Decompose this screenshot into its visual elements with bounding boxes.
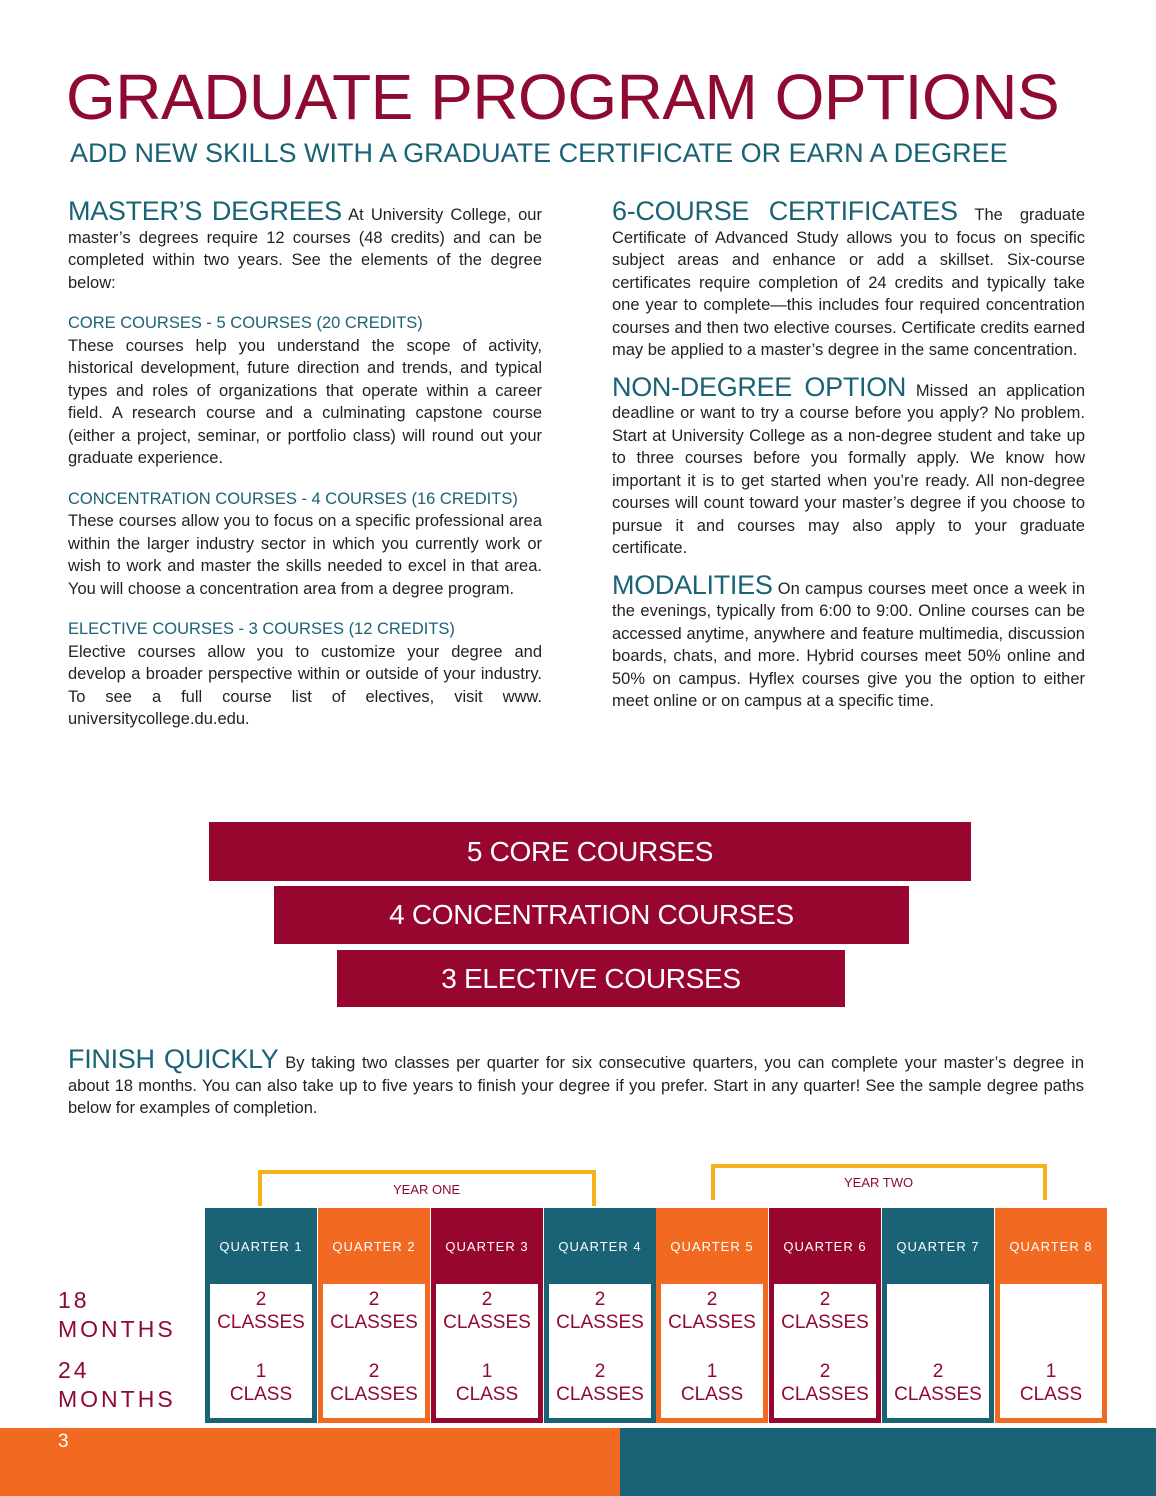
class-unit: CLASSES bbox=[443, 1312, 531, 1333]
quarter-body bbox=[656, 1284, 768, 1423]
masters-heading: MASTER’S DEGREES bbox=[68, 196, 342, 226]
left-column bbox=[68, 196, 542, 731]
quarter-column bbox=[882, 1208, 994, 1428]
class-unit: CLASSES bbox=[668, 1312, 756, 1333]
class-count: 2 bbox=[255, 1289, 267, 1310]
class-count: 2 bbox=[368, 1361, 380, 1382]
finish-section bbox=[68, 1044, 1084, 1120]
class-count: 1 bbox=[706, 1361, 718, 1382]
quarter-column bbox=[656, 1208, 768, 1428]
modalities-text: On campus courses meet once a week in the evenings, typically from 6:00 to 9:00. Online courses can be accessed anytime, anywhere and feature multimedia, discussion boards, chats, and more. Hybrid courses meet 50% online and 50% on campus. Hyflex courses give you the option to either meet online or on campus at a specific time. bbox=[612, 579, 1085, 710]
elective-courses-bar: 3 ELECTIVE COURSES bbox=[337, 950, 845, 1007]
quarter-body bbox=[995, 1284, 1107, 1423]
class-count: 2 bbox=[932, 1361, 944, 1382]
class-unit: CLASSES bbox=[217, 1312, 305, 1333]
class-count: 2 bbox=[481, 1289, 493, 1310]
class-unit: CLASS bbox=[1019, 1384, 1083, 1405]
core-courses-bar: 5 CORE COURSES bbox=[209, 822, 971, 881]
quarter-column bbox=[995, 1208, 1107, 1428]
modalities-section bbox=[612, 569, 1085, 713]
nondegree-section bbox=[612, 371, 1085, 560]
classes-cell-24-month bbox=[774, 1360, 876, 1406]
classes-cell-24-month bbox=[887, 1360, 989, 1406]
nondegree-heading: NON-DEGREE OPTION bbox=[612, 371, 907, 402]
class-count: 1 bbox=[1045, 1361, 1057, 1382]
year-two-label: YEAR TWO bbox=[844, 1175, 914, 1190]
quarter-header: QUARTER 7 bbox=[882, 1208, 994, 1284]
class-unit: CLASSES bbox=[781, 1312, 869, 1333]
classes-cell-24-month bbox=[1000, 1360, 1102, 1406]
elective-text: Elective courses allow you to customize your degree and develop a broader perspective within or outside of your industry. To see a full course list of electives, visit www. universitycollege.du.edu. bbox=[68, 642, 542, 728]
certificates-text: The graduate Certificate of Advanced Study allows you to focus on specific subject areas and enhance or add a skillset. Six-course certificates require completion of 24 credits and typically take one year to complete—this includes four required concentration courses and then two elective courses. Certificate credits earned may be applied to a master’s degree in the same concentration. bbox=[612, 206, 1085, 359]
quarter-body bbox=[544, 1284, 656, 1423]
quarter-column bbox=[205, 1208, 317, 1428]
class-count: 2 bbox=[594, 1289, 606, 1310]
class-unit: CLASSES bbox=[556, 1312, 644, 1333]
quarter-header: QUARTER 5 bbox=[656, 1208, 768, 1284]
quarter-header: QUARTER 1 bbox=[205, 1208, 317, 1284]
class-count: 2 bbox=[819, 1361, 831, 1382]
quarter-column bbox=[431, 1208, 543, 1428]
quarter-header: QUARTER 2 bbox=[318, 1208, 430, 1284]
class-count: 2 bbox=[368, 1289, 380, 1310]
quarter-column bbox=[318, 1208, 430, 1428]
class-unit: CLASSES bbox=[330, 1384, 418, 1405]
class-count: 2 bbox=[819, 1289, 831, 1310]
page-subtitle: ADD NEW SKILLS WITH A GRADUATE CERTIFICATE OR EARN A DEGREE bbox=[70, 138, 1008, 168]
class-count: 2 bbox=[594, 1361, 606, 1382]
core-heading: CORE COURSES - 5 COURSES (20 CREDITS) bbox=[68, 314, 423, 332]
masters-intro: At University College, our master’s degrees require 12 courses (48 credits) and can be completed within two years. See the elements of the degree below: bbox=[68, 206, 542, 292]
class-count: 1 bbox=[481, 1361, 493, 1382]
concentration-heading: CONCENTRATION COURSES - 4 COURSES (16 CREDITS) bbox=[68, 489, 518, 508]
masters-section bbox=[68, 196, 542, 294]
footer-orange-band bbox=[0, 1428, 620, 1496]
quarter-body bbox=[882, 1284, 994, 1423]
certificates-heading: 6-COURSE CERTIFICATES bbox=[612, 196, 958, 226]
classes-cell-18-month bbox=[774, 1288, 876, 1334]
quarter-header: QUARTER 6 bbox=[769, 1208, 881, 1284]
quarter-header: QUARTER 8 bbox=[995, 1208, 1107, 1284]
quarter-body bbox=[205, 1284, 317, 1423]
classes-cell-18-month bbox=[661, 1288, 763, 1334]
classes-cell-18-month bbox=[323, 1288, 425, 1334]
classes-cell-24-month bbox=[436, 1360, 538, 1406]
right-column bbox=[612, 196, 1085, 713]
classes-cell-18-month bbox=[210, 1288, 312, 1334]
row-label-24-unit: MONTHS bbox=[58, 1386, 176, 1412]
row-label-24-number: 24 bbox=[58, 1357, 90, 1383]
page-number: 3 bbox=[58, 1431, 69, 1452]
class-count: 1 bbox=[255, 1361, 267, 1382]
row-label-18-number: 18 bbox=[58, 1287, 90, 1313]
classes-cell-18-month bbox=[436, 1288, 538, 1334]
row-label-18-months bbox=[58, 1286, 176, 1344]
classes-cell-24-month bbox=[323, 1360, 425, 1406]
quarter-body bbox=[769, 1284, 881, 1423]
classes-cell-24-month bbox=[661, 1360, 763, 1406]
row-label-18-unit: MONTHS bbox=[58, 1316, 176, 1342]
quarter-header: QUARTER 4 bbox=[544, 1208, 656, 1284]
class-unit: CLASSES bbox=[781, 1384, 869, 1405]
concentration-text: These courses allow you to focus on a specific professional area within the larger industry sector in which you currently work or wish to work and master the skills needed to excel in that area. You will choose a concentration area from a degree program. bbox=[68, 512, 542, 598]
footer-teal-band bbox=[620, 1428, 1156, 1496]
concentration-courses-bar: 4 CONCENTRATION COURSES bbox=[274, 886, 909, 944]
quarter-body bbox=[431, 1284, 543, 1423]
page-title: GRADUATE PROGRAM OPTIONS bbox=[66, 61, 1060, 133]
class-unit: CLASSES bbox=[894, 1384, 982, 1405]
class-unit: CLASS bbox=[680, 1384, 744, 1405]
row-label-24-months bbox=[58, 1356, 176, 1414]
certificates-section bbox=[612, 196, 1085, 362]
classes-cell-18-month bbox=[549, 1288, 651, 1334]
modalities-heading: MODALITIES bbox=[612, 569, 773, 600]
class-unit: CLASS bbox=[229, 1384, 293, 1405]
classes-cell-24-month bbox=[210, 1360, 312, 1406]
quarter-column bbox=[544, 1208, 656, 1428]
finish-heading: FINISH QUICKLY bbox=[68, 1044, 279, 1074]
class-unit: CLASSES bbox=[556, 1384, 644, 1405]
quarter-column bbox=[769, 1208, 881, 1428]
core-text: These courses help you understand the scope of activity, historical development, future direction and trends, and typical types and roles of organizations that operate within a career field. A research course and a culminating capstone course (either a project, seminar, or portfolio class) will round out your graduate experience. bbox=[68, 336, 542, 467]
class-unit: CLASSES bbox=[330, 1312, 418, 1333]
classes-cell-24-month bbox=[549, 1360, 651, 1406]
class-unit: CLASS bbox=[455, 1384, 519, 1405]
quarter-body bbox=[318, 1284, 430, 1423]
finish-text: By taking two classes per quarter for six consecutive quarters, you can complete your master’s degree in about 18 months. You can also take up to five years to finish your degree if you prefer. Start in any quarter! See the sample degree paths below for examples of completion. bbox=[68, 1054, 1084, 1117]
class-count: 2 bbox=[706, 1289, 718, 1310]
elective-heading: ELECTIVE COURSES - 3 COURSES (12 CREDITS) bbox=[68, 620, 455, 638]
nondegree-text: Missed an application deadline or want to try a course before you apply? No problem. Start at University College as a non-degree student and take up to three courses before you formally apply. We know how important it is to get started when you’re ready. All non-degree courses will count toward your master’s degree if you choose to pursue it and courses may also apply to your graduate certificate. bbox=[612, 381, 1085, 557]
year-one-label: YEAR ONE bbox=[393, 1182, 461, 1197]
quarter-header: QUARTER 3 bbox=[431, 1208, 543, 1284]
